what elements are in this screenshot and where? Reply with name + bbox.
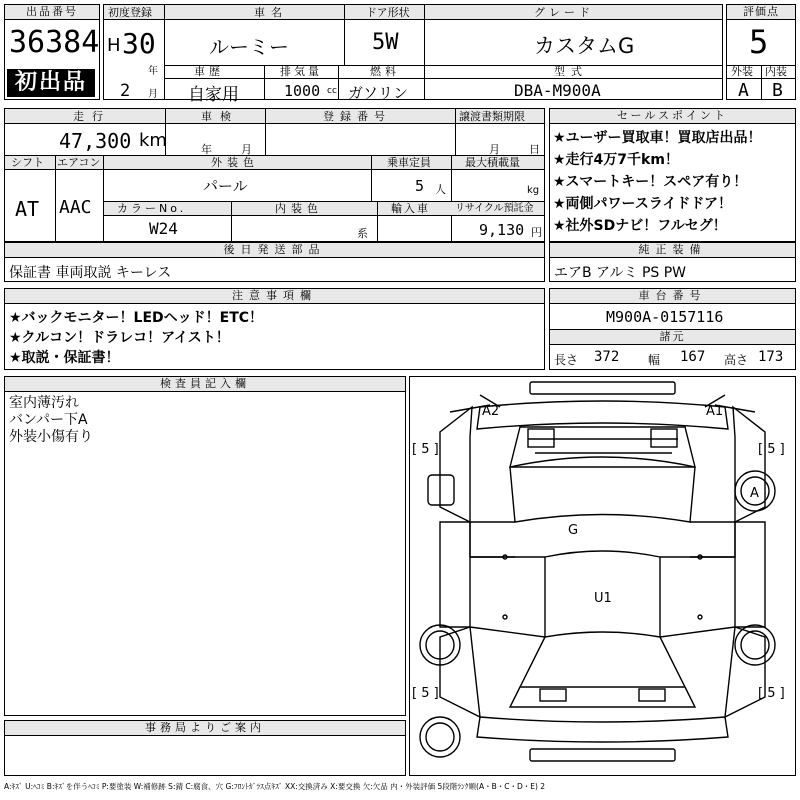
registration-label: 初度登録 xyxy=(108,6,152,19)
displacement-label: 排気量 xyxy=(280,65,322,78)
capacity-label: 乗車定員 xyxy=(387,156,431,169)
office-label: 事務局よりご案内 xyxy=(5,721,405,736)
tire-depth-right-bottom: [ 5 ] xyxy=(758,686,785,701)
lot-label: 出品番号 xyxy=(5,5,99,20)
specs-label: 諸元 xyxy=(550,330,795,345)
spec-height-label: 高さ xyxy=(724,353,749,367)
displacement-unit: cc xyxy=(327,86,337,96)
notes-label: 注意事項欄 xyxy=(5,289,544,304)
sales-points-label: セールスポイント xyxy=(550,109,795,124)
max-load-label: 最大積載量 xyxy=(465,156,520,169)
displacement-value: 1000 xyxy=(284,82,321,100)
sales-point-item: ★両側パワースライドドア！ xyxy=(553,196,733,212)
mark-a: A xyxy=(750,486,759,501)
transfer-month-unit: 月 xyxy=(489,143,500,156)
door-value: 5W xyxy=(372,30,399,55)
model-value: DBA-M900A xyxy=(514,81,601,100)
spec-length-label: 長さ xyxy=(554,353,579,367)
fuel-label: 燃料 xyxy=(370,65,400,78)
note-item: ★取説・保証書！ xyxy=(9,350,120,366)
mileage-unit: km xyxy=(139,130,167,151)
transfer-label: 譲渡書類期限 xyxy=(459,110,525,123)
transfer-day-unit: 日 xyxy=(529,143,540,156)
interior-color-unit: 系 xyxy=(357,227,368,240)
history-value: 自家用 xyxy=(188,85,239,105)
spec-table xyxy=(4,108,545,242)
import-label: 輸入車 xyxy=(391,202,430,215)
equipment-label: 純正装備 xyxy=(550,243,795,258)
mark-a2: A2 xyxy=(482,404,500,419)
sales-points-box xyxy=(549,108,796,242)
shift-label: シフト xyxy=(11,156,44,169)
sales-point-item: ★走行4万7千km！ xyxy=(553,152,679,168)
fuel-value: ガソリン xyxy=(348,84,409,102)
registration-era: H xyxy=(107,35,121,56)
header-box xyxy=(103,4,723,105)
tire-depth-left-bottom: [ 5 ] xyxy=(412,686,439,701)
mileage-value: 47,300 xyxy=(59,129,132,153)
inspector-note-item: 室内薄汚れ xyxy=(9,395,79,411)
exterior-color-value: パール xyxy=(203,177,248,195)
mark-u1: U1 xyxy=(594,591,612,606)
interior-color-label: 内装色 xyxy=(275,202,323,215)
inspector-note-item: バンパー下A xyxy=(9,412,88,428)
mileage-label: 走行 xyxy=(73,110,111,123)
tire-depth-right-top: [ 5 ] xyxy=(758,442,785,457)
color-no-label: カラーNo. xyxy=(117,202,187,215)
car-diagram xyxy=(409,376,796,776)
exterior-grade-value: A xyxy=(738,80,749,101)
car-name-value: ルーミー xyxy=(209,35,289,59)
chassis-value: M900A-0157116 xyxy=(606,308,724,326)
recycle-value: 9,130 xyxy=(479,221,525,239)
score-box xyxy=(726,4,796,100)
inspection-year-unit: 年 xyxy=(201,143,212,156)
car-outline xyxy=(410,377,795,775)
car-name-label: 車名 xyxy=(254,6,288,19)
legend: A:ｷｽﾞ U:ﾍｺﾐ B:ｷｽﾞを伴うﾍｺﾐ P:要塗装 W:補修跡 S:錆 C:腐食、穴 G:ﾌﾛﾝﾄｶﾞﾗｽ点ｷｽﾞ XX:交換済み X:要交換 欠:欠品 内・外装評価 5段階ﾗﾝｸ順(A・B・C・D・E) 2 xyxy=(4,782,546,791)
exterior-grade-label: 外装 xyxy=(731,65,753,78)
chassis-label: 車台番号 xyxy=(550,289,795,304)
office-box xyxy=(4,720,406,776)
inspector-note-item: 外装小傷有り xyxy=(9,429,93,445)
inspection-month-unit: 月 xyxy=(241,143,252,156)
score-value: 5 xyxy=(749,23,769,61)
later-parts-label: 後日発送部品 xyxy=(5,243,544,258)
spec-height-value: 173 xyxy=(758,349,784,365)
shift-value: AT xyxy=(15,197,40,221)
spec-length-value: 372 xyxy=(594,349,620,365)
aircon-label: エアコン xyxy=(57,156,101,169)
interior-grade-label: 内装 xyxy=(765,65,787,78)
equipment-box xyxy=(549,242,796,282)
sales-point-item: ★ユーザー買取車！買取店出品！ xyxy=(553,130,762,146)
registration-month: 2 xyxy=(120,81,131,101)
sales-point-item: ★スマートキー！スペア有り！ xyxy=(553,174,748,190)
note-item: ★クルコン！ドラレコ！アイスト！ xyxy=(9,330,230,346)
lot-number: 36384 xyxy=(9,25,100,60)
aircon-value: AAC xyxy=(59,197,92,218)
interior-grade-value: B xyxy=(772,80,783,101)
model-label: 型式 xyxy=(554,65,588,78)
chassis-box xyxy=(549,288,796,370)
spec-width-label: 幅 xyxy=(648,353,661,367)
grade-value: カスタムG xyxy=(534,34,635,58)
score-label: 評価点 xyxy=(727,5,795,20)
capacity-value: 5 xyxy=(415,177,425,195)
tire-depth-left-top: [ 5 ] xyxy=(412,442,439,457)
mark-a1: A1 xyxy=(706,404,724,419)
plate-label: 登録番号 xyxy=(323,110,391,123)
recycle-label: リサイクル預託金 xyxy=(455,203,534,214)
spec-width-value: 167 xyxy=(680,349,706,365)
grade-label: グレード xyxy=(534,6,594,19)
first-listing-badge: 初出品 xyxy=(7,69,95,97)
note-item: ★バックモニター！LEDヘッド！ETC！ xyxy=(9,310,264,326)
history-label: 車歴 xyxy=(194,65,224,78)
sales-point-item: ★社外SDナビ！フルセグ！ xyxy=(553,218,727,234)
registration-year-unit: 年 xyxy=(148,66,158,77)
door-label: ドア形状 xyxy=(366,6,410,19)
inspection-label: 車検 xyxy=(201,110,239,123)
max-load-unit: kg xyxy=(527,185,540,196)
notes-box xyxy=(4,288,545,370)
registration-month-unit: 月 xyxy=(148,89,158,100)
later-parts-value: 保証書 車両取説 キーレス xyxy=(9,265,172,281)
color-no-value: W24 xyxy=(149,219,178,238)
inspector-label: 検査員記入欄 xyxy=(5,377,405,392)
registration-year: 30 xyxy=(122,27,156,60)
capacity-unit: 人 xyxy=(435,183,446,196)
inspector-box xyxy=(4,376,406,716)
mark-g: G xyxy=(568,523,579,538)
recycle-unit: 円 xyxy=(531,226,542,239)
equipment-value: エアB アルミ PS PW xyxy=(554,265,687,281)
later-parts-box xyxy=(4,242,545,282)
exterior-color-label: 外装色 xyxy=(211,156,259,169)
lot-box xyxy=(4,4,100,100)
